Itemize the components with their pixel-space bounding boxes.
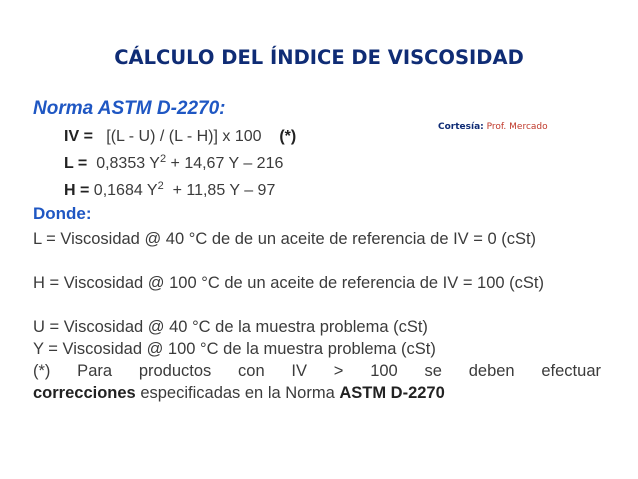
norma-label: Norma ASTM D-2270: (33, 98, 226, 119)
formula-l-part2: + 14,67 Y – 216 (166, 155, 284, 172)
donde-label: Donde: (33, 204, 92, 223)
definition-l: L = Viscosidad @ 40 °C de de un aceite de referencia de IV = 0 (cSt) (33, 230, 537, 248)
formula-l-exp: 2 (159, 153, 167, 165)
formula-l-part1: 0,8353 Y (96, 155, 160, 172)
formula-h-exp: 2 (157, 180, 164, 192)
courtesy-label: Cortesía: (438, 122, 484, 132)
definition-h: H = Viscosidad @ 100 °C de un aceite de referencia de IV = 100 (cSt) (33, 274, 545, 292)
footnote-bold-norma: ASTM D-2270 (339, 384, 445, 402)
formula-h-part2: + 11,85 Y – 97 (163, 182, 276, 199)
formula-iv-var: IV = (64, 128, 93, 145)
formula-iv-note: (*) (279, 128, 297, 145)
courtesy-note (438, 122, 548, 132)
footnote-bold-correcciones: correcciones (33, 384, 136, 402)
courtesy-name: Prof. Mercado (486, 122, 548, 132)
definition-y: Y = Viscosidad @ 100 °C de la muestra problema (cSt) (33, 340, 436, 358)
formula-h-part1: 0,1684 Y (93, 182, 158, 199)
footnote-middle: especificadas en la Norma (135, 384, 340, 402)
formula-iv-expr: [(L - U) / (L - H)] x 100 (106, 128, 262, 145)
slide-title: CÁLCULO DEL ÍNDICE DE VISCOSIDAD (114, 46, 524, 69)
footnote (33, 360, 601, 404)
formula-l (64, 155, 283, 173)
definition-u: U = Viscosidad @ 40 °C de la muestra problema (cSt) (33, 318, 428, 336)
formula-h (64, 182, 275, 200)
formula-h-var: H = (64, 182, 90, 199)
footnote-line1: (*) Para productos con IV > 100 se deben efectuar (33, 362, 601, 380)
formula-l-var: L = (64, 155, 88, 172)
formula-iv (64, 128, 296, 146)
